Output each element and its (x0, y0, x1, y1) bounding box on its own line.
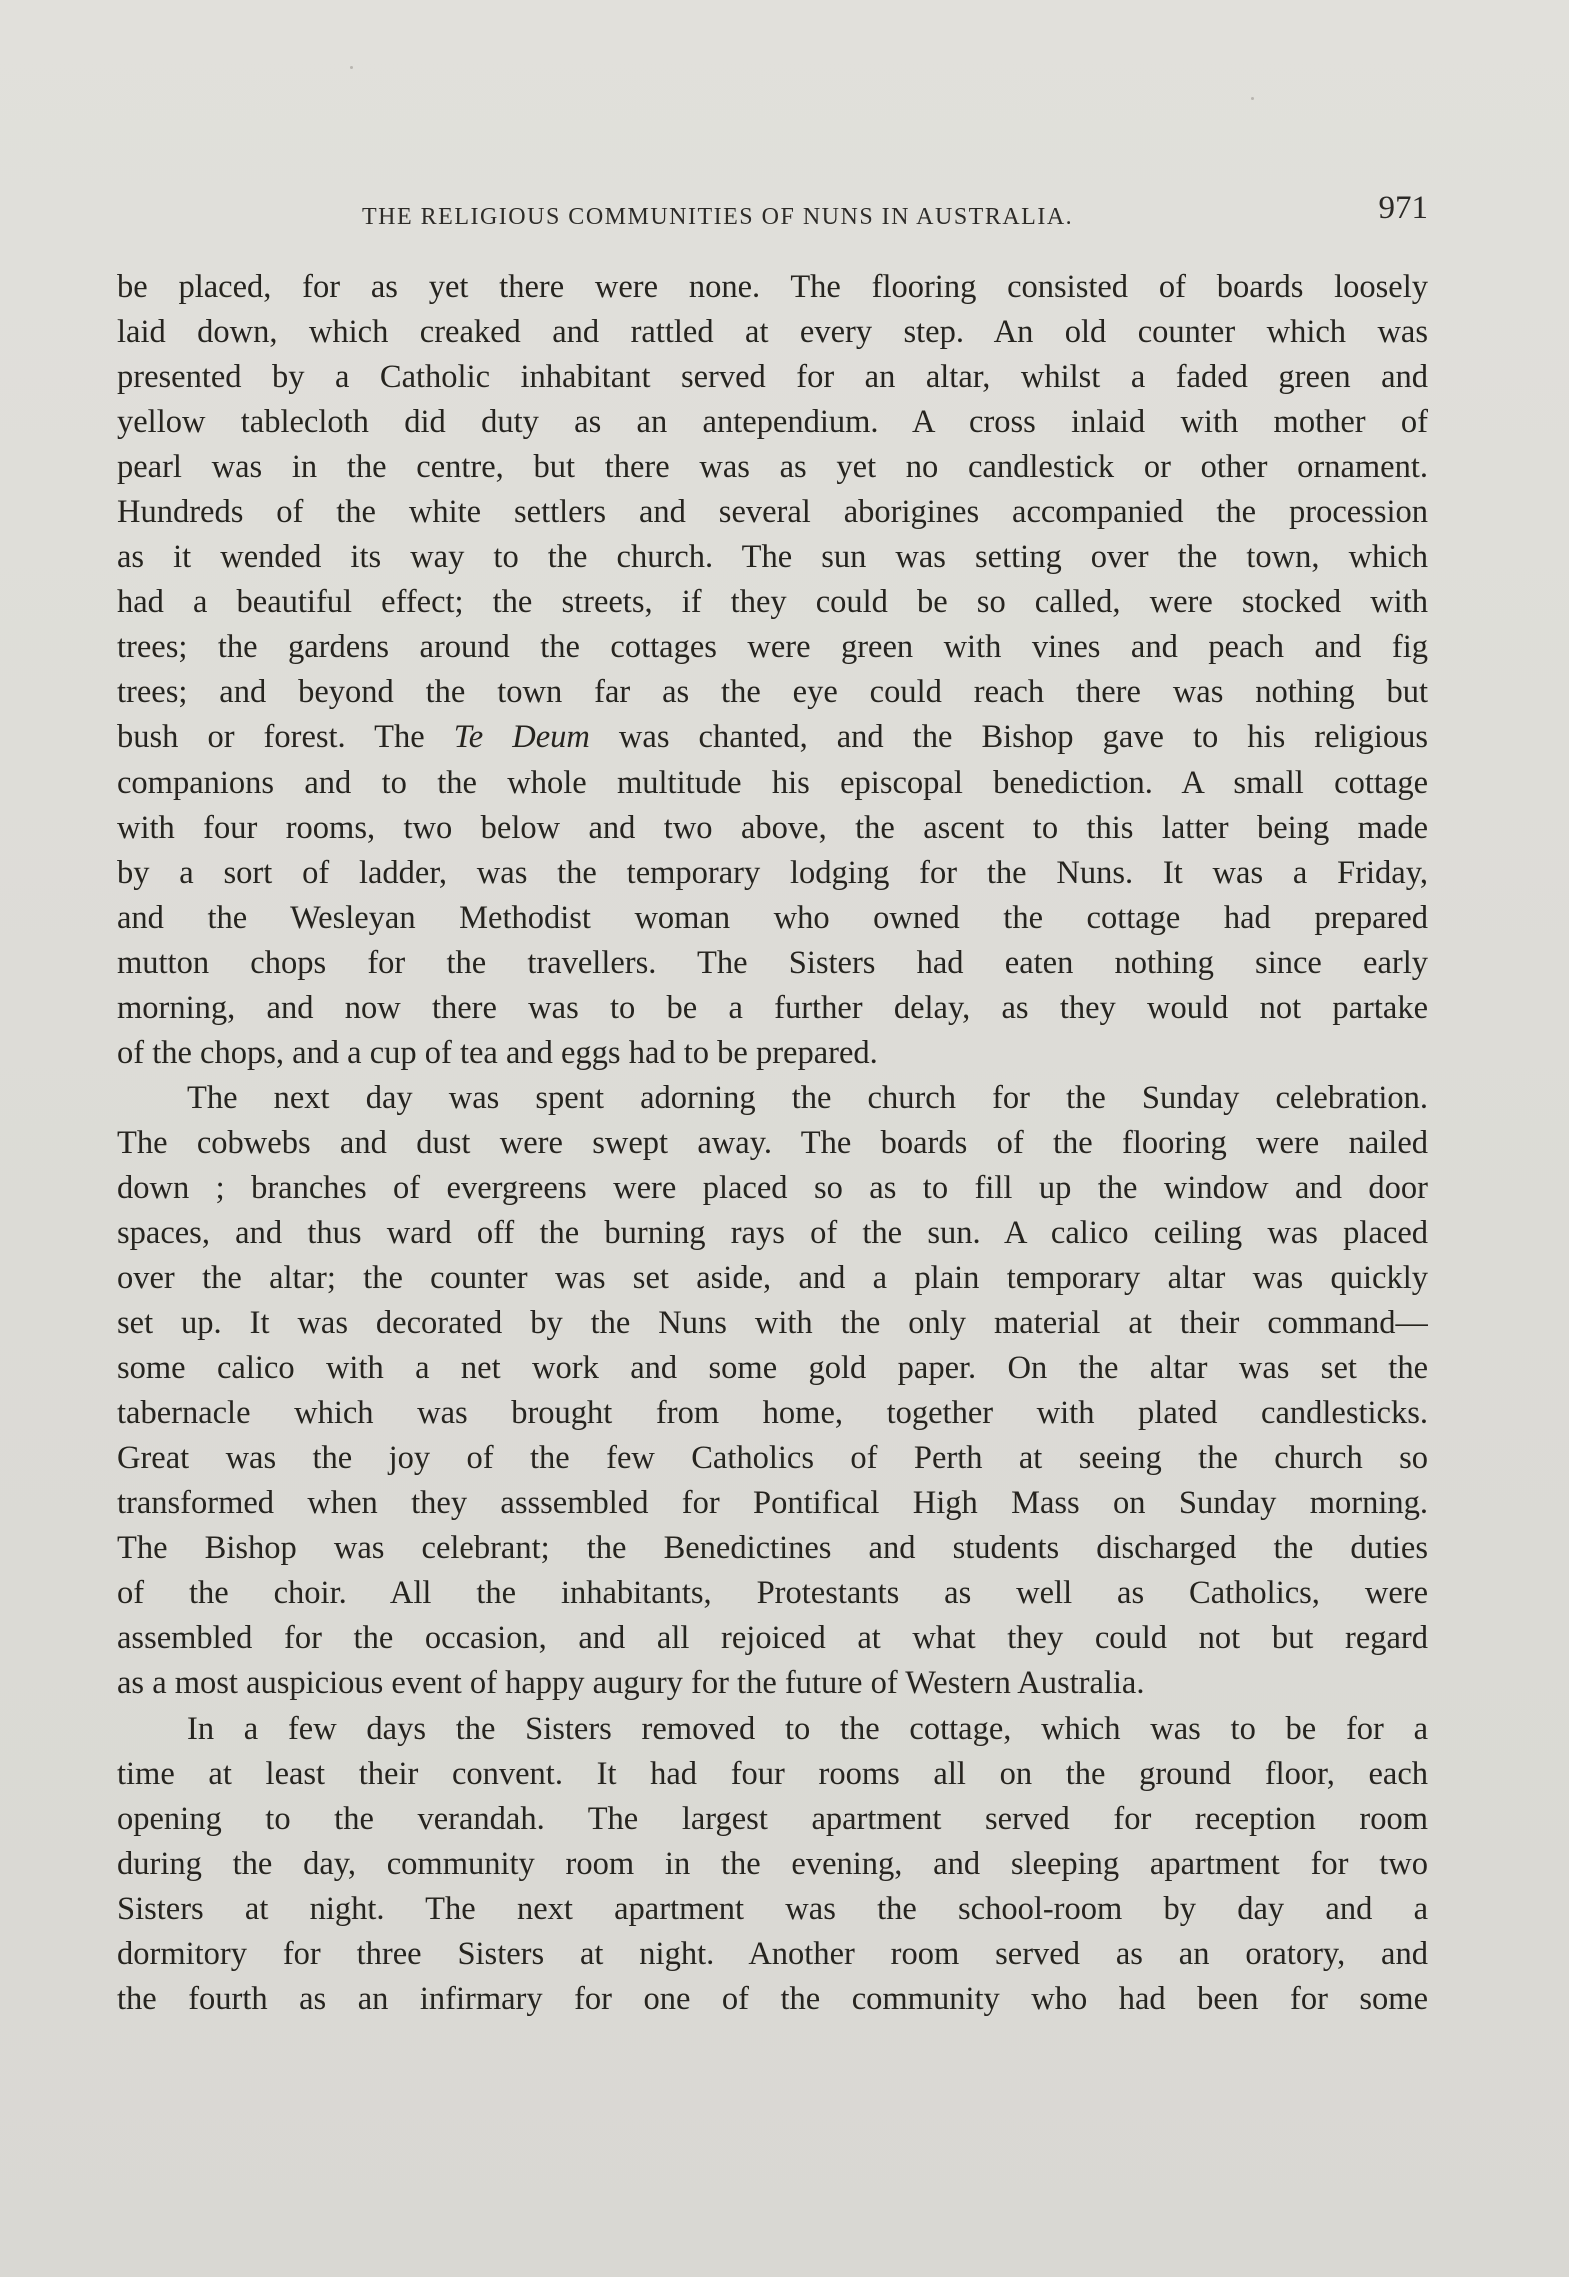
body-text (117, 265, 1428, 2022)
text-line: assembled for the occasion, and all rejoiced at what they could not but regard (117, 1620, 1428, 1657)
text-line: dormitory for three Sisters at night. Another room served as an oratory, and (117, 1935, 1428, 1972)
text-line: transformed when they asssembled for Pontifical High Mass on Sunday morning. (117, 1485, 1428, 1522)
text-line: set up. It was decorated by the Nuns with the only material at their command— (117, 1305, 1428, 1342)
page-number: 971 (1378, 190, 1428, 226)
running-head (117, 190, 1428, 240)
te-deum-title: Te Deum (453, 719, 590, 756)
text-line: had a beautiful effect; the streets, if they could be so called, were stocked with (117, 584, 1428, 621)
text-line: be placed, for as yet there were none. The flooring consisted of boards loosely (117, 269, 1428, 305)
text-line: In a few days the Sisters removed to the cottage, which was to be for a (187, 1710, 1428, 1747)
paragraph-2 (117, 1076, 1428, 1707)
text-line: Hundreds of the white settlers and several aborigines accompanied the procession (117, 494, 1428, 531)
paper-speck (350, 66, 353, 69)
line-text-before-title: bush or forest. The (117, 719, 454, 756)
text-line: trees; and beyond the town far as the eye could reach there was nothing but (117, 674, 1428, 711)
text-line: down ; branches of evergreens were placed so as to fill up the window and door (117, 1169, 1428, 1206)
text-line: mutton chops for the travellers. The Sisters had eaten nothing since early (117, 944, 1428, 981)
text-line: the fourth as an infirmary for one of the community who had been for some (117, 1980, 1428, 2017)
text-line: of the choir. All the inhabitants, Protestants as well as Catholics, were (117, 1575, 1428, 1612)
text-line: of the chops, and a cup of tea and eggs had to be prepared. (117, 1034, 878, 1071)
paper-speck (1251, 97, 1254, 100)
text-line: companions and to the whole multitude his episcopal benediction. A small cottage (117, 764, 1428, 801)
text-line: with four rooms, two below and two above, the ascent to this latter being made (117, 809, 1428, 846)
text-line: presented by a Catholic inhabitant served for an altar, whilst a faded green and (117, 359, 1428, 396)
text-line: Great was the joy of the few Catholics of Perth at seeing the church so (117, 1440, 1428, 1477)
text-line: as it wended its way to the church. The sun was setting over the town, which (117, 539, 1428, 576)
text-line: and the Wesleyan Methodist woman who owned the cottage had prepared (117, 899, 1428, 936)
line-text-after-title: was chanted, and the Bishop gave to his religious (589, 719, 1428, 756)
text-line: tabernacle which was brought from home, together with plated candlesticks. (117, 1395, 1428, 1432)
text-line: some calico with a net work and some gold paper. On the altar was set the (117, 1350, 1428, 1387)
text-line: yellow tablecloth did duty as an antependium. A cross inlaid with mother of (117, 404, 1428, 441)
text-line: The cobwebs and dust were swept away. The boards of the flooring were nailed (117, 1124, 1428, 1161)
text-line: laid down, which creaked and rattled at every step. An old counter which was (117, 314, 1428, 351)
text-line: as a most auspicious event of happy augury for the future of Western Australia. (117, 1665, 1145, 1702)
paragraph-3 (117, 1707, 1428, 2022)
text-line: The next day was spent adorning the church for the Sunday celebration. (187, 1079, 1428, 1116)
text-line: Sisters at night. The next apartment was the school-room by day and a (117, 1890, 1428, 1927)
text-line: during the day, community room in the evening, and sleeping apartment for two (117, 1845, 1428, 1882)
text-line: opening to the verandah. The largest apartment served for reception room (117, 1800, 1428, 1837)
text-line: over the altar; the counter was set aside, and a plain temporary altar was quickly (117, 1260, 1428, 1297)
text-line: spaces, and thus ward off the burning rays of the sun. A calico ceiling was placed (117, 1214, 1428, 1251)
running-title: THE RELIGIOUS COMMUNITIES OF NUNS IN AUSTRALIA. (362, 204, 1074, 230)
text-line: pearl was in the centre, but there was as yet no candlestick or other ornament. (117, 449, 1428, 486)
text-line: trees; the gardens around the cottages were green with vines and peach and fig (117, 629, 1428, 666)
text-line (117, 715, 1428, 760)
text-line: morning, and now there was to be a further delay, as they would not partake (117, 989, 1428, 1026)
paragraph-1 (117, 265, 1428, 1076)
text-line: The Bishop was celebrant; the Benedictines and students discharged the duties (117, 1530, 1428, 1567)
text-line: time at least their convent. It had four rooms all on the ground floor, each (117, 1755, 1428, 1792)
text-line: by a sort of ladder, was the temporary lodging for the Nuns. It was a Friday, (117, 854, 1428, 891)
